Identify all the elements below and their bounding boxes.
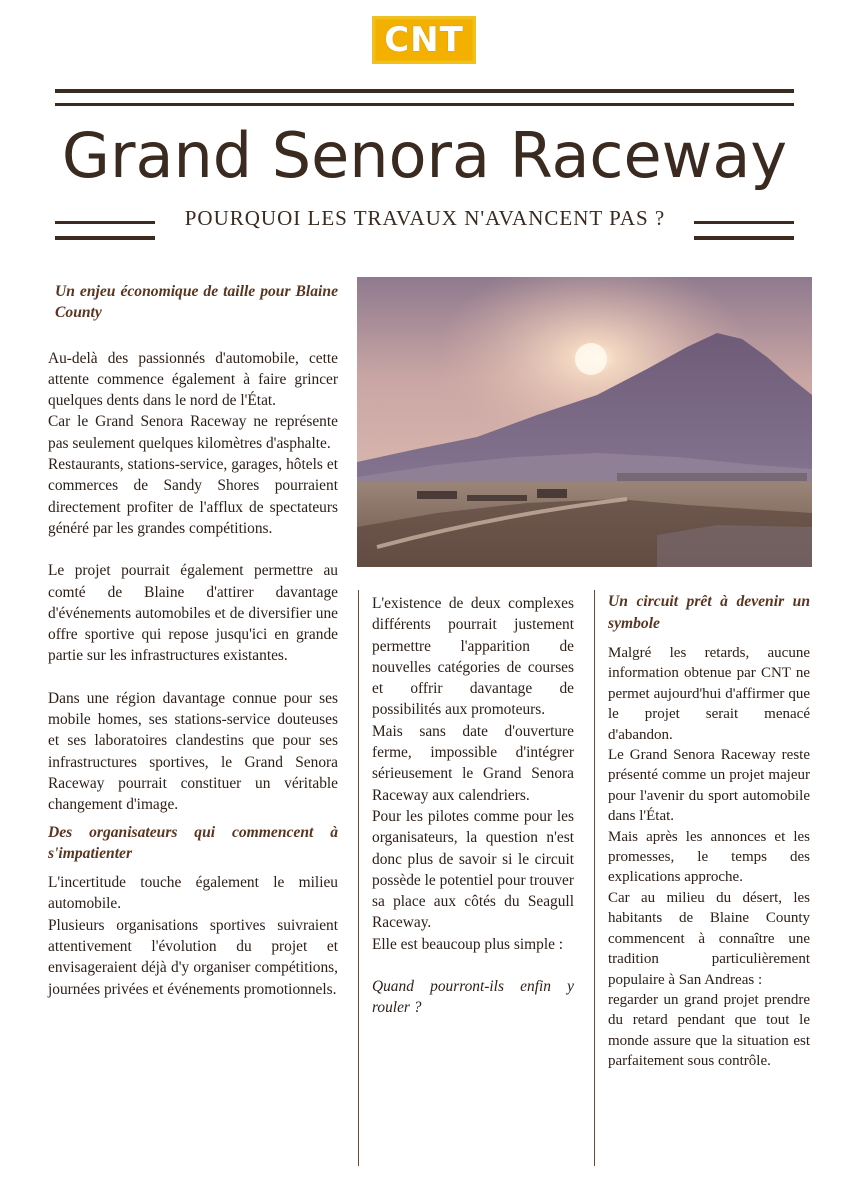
page-subtitle: POURQUOI LES TRAVAUX N'AVANCENT PAS ?: [184, 206, 666, 230]
paragraph: Car le Grand Senora Raceway ne représente pas seulement quelques kilomètres d'asphalte.: [48, 413, 338, 452]
paragraph: Restaurants, stations-service, garages, hôtels et commerces de Sandy Shores pourraient directement profiter de l'afflux de spectateurs généré par les grandes compétitions.: [48, 456, 338, 537]
page-title: Grand Senora Raceway: [61, 119, 788, 192]
section-heading-organizers: Des organisateurs qui commencent à s'impatienter: [48, 823, 338, 862]
paragraph: Malgré les retards, aucune information obtenue par CNT ne permet aujourd'hui d'affirmer que le projet serait menacé d'abandon.: [608, 645, 810, 743]
column-divider-right: [594, 590, 595, 1166]
logo-text: CNT: [376, 20, 472, 60]
paragraph: Car au milieu du désert, les habitants de Blaine County commencent à connaître une tradition particulièrement populaire à San Andreas :: [608, 889, 810, 988]
section-heading-symbol: Un circuit prêt à devenir un symbole: [608, 593, 810, 632]
masthead-rule-top: [55, 89, 794, 93]
paragraph: Le Grand Senora Raceway reste présenté comme un projet majeur pour l'avenir du sport automobile dans l'État.: [608, 747, 810, 825]
photo-illustration: [357, 277, 812, 567]
paragraph: Mais après les annonces et les promesses, le temps des explications approche.: [608, 828, 810, 886]
subtitle-rule-left-bottom: [55, 236, 155, 240]
subtitle-rule-right-bottom: [694, 236, 794, 240]
paragraph: L'incertitude touche également le milieu automobile.: [48, 874, 338, 913]
column-middle: [372, 593, 574, 1019]
paragraph: Dans une région davantage connue pour ses mobile homes, ses stations-service douteuses et ses laboratoires clandestins que pour ses infrastructures sportives, le Grand Senora Raceway pourrait constituer un véritable changement d'image.: [48, 689, 338, 814]
paragraph: Pour les pilotes comme pour les organisateurs, la question n'est donc plus de savoir si le circuit possède le potentiel pour trouver sa place aux côtés du Seagull Raceway.: [372, 807, 574, 932]
closing-question: Quand pourront-ils enfin y rouler ?: [372, 978, 574, 1017]
column-right: [608, 591, 810, 1072]
subtitle-rule-left-top: [55, 221, 155, 224]
paragraph: L'existence de deux complexes différents pourrait justement permettre l'apparition de nouvelles catégories de courses et offrir davantage de possibilités aux promoteurs.: [372, 595, 574, 719]
paragraph: Plusieurs organisations sportives suivraient attentivement l'évolution du projet et envisageraient déjà d'y organiser compétitions, journées privées et événements promotionnels.: [48, 916, 338, 998]
cnt-logo: [372, 16, 476, 64]
masthead-rule-second: [55, 103, 794, 106]
paragraph: regarder un grand projet prendre du retard pendant que tout le monde assure que la situation est parfaitement sous contrôle.: [608, 991, 810, 1070]
desert-mountain-photo: [357, 277, 812, 567]
paragraph: Elle est beaucoup plus simple :: [372, 935, 564, 953]
section-heading-economic: Un enjeu économique de taille pour Blaine County: [55, 283, 338, 322]
paragraph: Au-delà des passionnés d'automobile, cette attente commence également à faire grincer quelques dents dans le nord de l'État.: [48, 349, 338, 410]
column-left: [48, 281, 338, 1000]
paragraph: Mais sans date d'ouverture ferme, impossible d'intégrer sérieusement le Grand Senora Raceway aux calendriers.: [372, 722, 574, 804]
column-divider-left: [358, 590, 359, 1166]
subtitle-rule-right-top: [694, 221, 794, 224]
paragraph: Le projet pourrait également permettre au comté de Blaine d'attirer davantage d'événements automobiles et de diversifier une offre sportive qui repose jusqu'ici en grande partie sur les infrastructures existantes.: [48, 562, 338, 665]
